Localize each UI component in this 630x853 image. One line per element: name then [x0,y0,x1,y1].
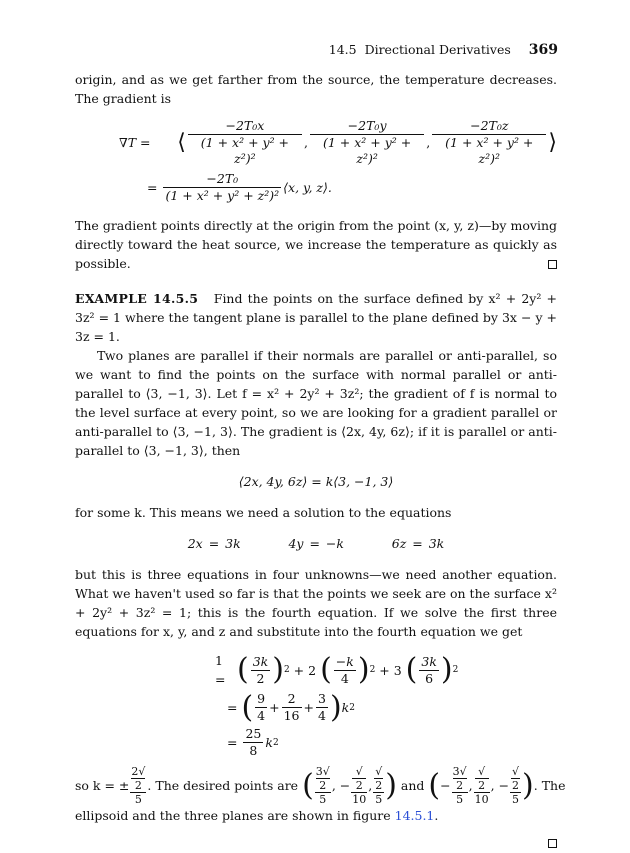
paragraph-figure-reference: ellipsoid and the three planes are shown in figure 14.5.1. [75,808,439,823]
paragraph-some-k: for some k. This means we need a solution to the equations [75,505,452,520]
paragraph-parallel: Two planes are parallel if their normals are parallel or anti-parallel, so we want to find the points on the surface with normal parallel or anti-parallel to ⟨3, −1, 3⟩. Let f = x² + 2y² + 3z²; the gradient of f is normal to the level surface at every point, so we are looking for a gradient parallel or anti-parallel to ⟨3, −1, 3⟩. The gradient is ⟨2x, 4y, 6z⟩; if it is parallel or anti-parallel to ⟨3, −1, 3⟩, then [75,348,557,458]
figure-link[interactable]: 14.5.1 [394,808,435,823]
paragraph-gradient-direction: The gradient points directly at the origin from the point (x, y, z)—by moving directly toward the heat source, we increase the temperature as quickly as possible. [75,218,557,271]
paragraph-points: so k = ± 2√ 2 5 . The desired points are ( 3√ 2 5 , − √ 2 10 , √ 2 5 ) and ( − 3√ 2 5 , √ 2 10 , − √ 2 5 ) . The [75,765,566,806]
equation-proportional: ⟨2x, 4y, 6z⟩ = k⟨3, −1, 3⟩ [238,474,394,489]
example-label: EXAMPLE 14.5.5 [75,291,199,306]
fraction-y: $\frac{\text{−2T₀y}}{\text{(1 + x² + y² + z²)²}}$ [310,118,424,167]
equation-system: 2x = 3k 4y = −k 6z = 3k [187,536,445,551]
derivation-equation: 1 = ( $\frac{3k}{2}$ ) 2 + 2 ( $\frac{-k}{4}$ ) 2 + 3 ( $\frac{3k}{6}$ ) 2 = ( $\frac{9}{4}$ + $\frac{2}{16}$ + $\frac{3}{4}$ ) k 2 = $\frac{25}{8}$ k 2 [215,652,459,758]
qed-icon [548,260,557,269]
qed-icon [548,839,557,848]
eq-lhs: ∇T = [119,135,151,150]
example-paragraph: EXAMPLE 14.5.5 Find the points on the surface defined by x² + 2y² + 3z² = 1 where the tangent plane is parallel to the plane defined by 3x − y + 3z = 1. [75,291,558,344]
fraction-z: $\frac{\text{−2T₀z}}{\text{(1 + x² + y² + z²)²}}$ [432,118,546,167]
gradient-equation: ∇T = ⟨ $\frac{\text{−2T₀x}}{\text{(1 + x² + y² + z²)²}}$ , $\frac{\text{−2T₀y}}{\text{(1 + x² + y² + z²)²}}$ , $\frac{\text{−2T₀z}}{\text{(1 + x² + y² + z²)²}}$ ⟩ = $\frac{\text{−2T₀}}{\text{(1 + x² + y² + z²)²}}$ ⟨x, y, z⟩. [119,118,557,203]
running-header [329,42,558,58]
fraction-combined: $\frac{\text{−2T₀}}{\text{(1 + x² + y² + z²)²}}$ [165,171,280,203]
paragraph-intro: origin, and as we get farther from the source, the temperature decreases. The gradient is [75,72,557,106]
page-body [75,70,566,853]
paragraph-fourth-equation: but this is three equations in four unknowns—we need another equation. What we haven't used so far is that the points we seek are on the surface x² + 2y² + 3z² = 1; this is the fourth equation. If we solve the first three equations for x, y, and z and substitute into the fourth equation we get [75,567,557,639]
page-number: 369 [528,42,558,58]
eq-vector: ⟨x, y, z⟩. [283,180,332,195]
section-heading: 14.5 Directional Derivatives [328,42,511,57]
fraction-x: $\frac{\text{−2T₀x}}{\text{(1 + x² + y² + z²)²}}$ [188,118,302,167]
